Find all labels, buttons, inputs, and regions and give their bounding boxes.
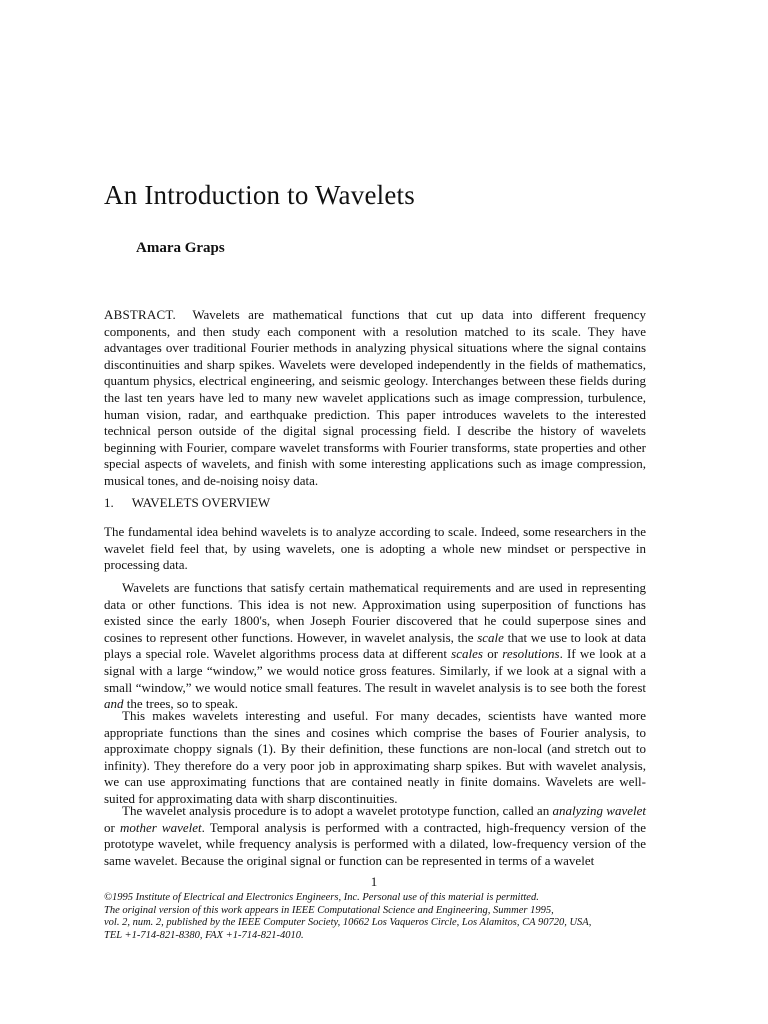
section-heading xyxy=(104,495,270,511)
emphasis-analyzing-wavelet: analyzing wavelet xyxy=(552,803,646,818)
paragraph-2-text-e: the trees, so to speak. xyxy=(126,696,238,712)
abstract xyxy=(104,307,646,490)
abstract-label: ABSTRACT. xyxy=(104,307,176,322)
section-title: WAVELETS OVERVIEW xyxy=(131,495,271,510)
author-name: Amara Graps xyxy=(136,240,225,256)
paragraph-4-text-a: The wavelet analysis procedure is to adopt a wavelet prototype function, called an xyxy=(122,803,550,818)
abstract-text: Wavelets are mathematical functions that cut up data into different frequency components, and then study each component with a resolution matched to its scale. They have advantages over traditional Fourier methods in analyzing physical situations where the signal contains discontinuities and sharp spikes. Wavelets were developed independently in the fields of mathematics, quantum physics, electrical engineering, and seismic geology. Interchanges between these fields during the last ten years have led to many new wavelet applications such as image compression, turbulence, human vision, radar, and earthquake prediction. This paper introduces wavelets to the interested technical person outside of the digital signal processing field. I describe the history of wavelets beginning with Fourier, compare wavelet transforms with Fourier transforms, state properties and other special aspects of wavelets, and finish with some interesting applications such as image compression, musical tones, and de-noising noisy data. xyxy=(104,307,646,488)
paragraph-3: This makes wavelets interesting and useful. For many decades, scientists have wanted more appropriate functions than the sines and cosines which comprise the bases of Fourier analysis, to approximate choppy signals (1). By their definition, these functions are non-local (and stretch out to infinity). They therefore do a very poor job in approximating sharp spikes. But with wavelet analysis, we can use approximating functions that are contained neatly in finite domains. Wavelets are well-suited for approximating data with sharp discontinuities. xyxy=(104,708,646,806)
paragraph-2-text-d: . If we look at a signal with a large “window,” we would notice gross features. Similarly, if we look at a signal with a small “window,” we would notice small features. The result in wavelet analysis is to see both the forest xyxy=(104,646,647,695)
section-number: 1. xyxy=(104,495,114,510)
page-number: 1 xyxy=(370,874,378,889)
footnote-line-3: vol. 2, num. 2, published by the IEEE Computer Society, 10662 Los Vaqueros Circle, Los Alamitos, CA 90720, USA, xyxy=(104,917,592,929)
emphasis-resolutions: resolutions xyxy=(502,646,560,662)
paragraph-2-text-a: Wavelets are functions that satisfy certain mathematical requirements and are used in representing data or other functions. This idea is not new. Approximation using superposition of functions has existed since the early 1800's, when Joseph Fourier discovered that he could superpose sines and cosines to represent other functions. However, in wavelet analysis, the xyxy=(104,580,646,645)
paragraph-4-text-c: . Temporal analysis is performed with a contracted, high-frequency version of the prototype wavelet, while frequency analysis is performed with a dilated, low-frequency version of the same wavelet. Because the original signal or function can be represented in terms of a wavelet xyxy=(104,819,646,868)
paragraph-2-text-c: or xyxy=(487,646,499,662)
copyright-footnote xyxy=(104,892,664,942)
footnote-line-1: ©1995 Institute of Electrical and Electronics Engineers, Inc. Personal use of this material is permitted. xyxy=(104,892,539,903)
footnote-line-4: TEL +1-714-821-8380, FAX +1-714-821-4010. xyxy=(104,929,304,941)
emphasis-scales: scales xyxy=(451,646,483,662)
footnote-line-2: The original version of this work appears in IEEE Computational Science and Engineering, Summer 1995, xyxy=(104,904,554,916)
emphasis-and: and xyxy=(104,696,124,712)
emphasis-scale: scale xyxy=(477,629,504,645)
paper-title: An Introduction to Wavelets xyxy=(104,180,415,210)
paragraph-4 xyxy=(104,803,646,869)
emphasis-mother-wavelet: mother wavelet xyxy=(119,819,202,835)
paragraph-2 xyxy=(104,580,646,713)
paragraph-1: The fundamental idea behind wavelets is to analyze according to scale. Indeed, some researchers in the wavelet field feel that, by using wavelets, one is adopting a whole new mindset or perspective in processing data. xyxy=(104,524,646,573)
paragraph-2-text-b: that we use to look at data plays a special role. Wavelet algorithms process data at different xyxy=(104,629,647,662)
paragraph-4-text-b: or xyxy=(104,819,115,835)
